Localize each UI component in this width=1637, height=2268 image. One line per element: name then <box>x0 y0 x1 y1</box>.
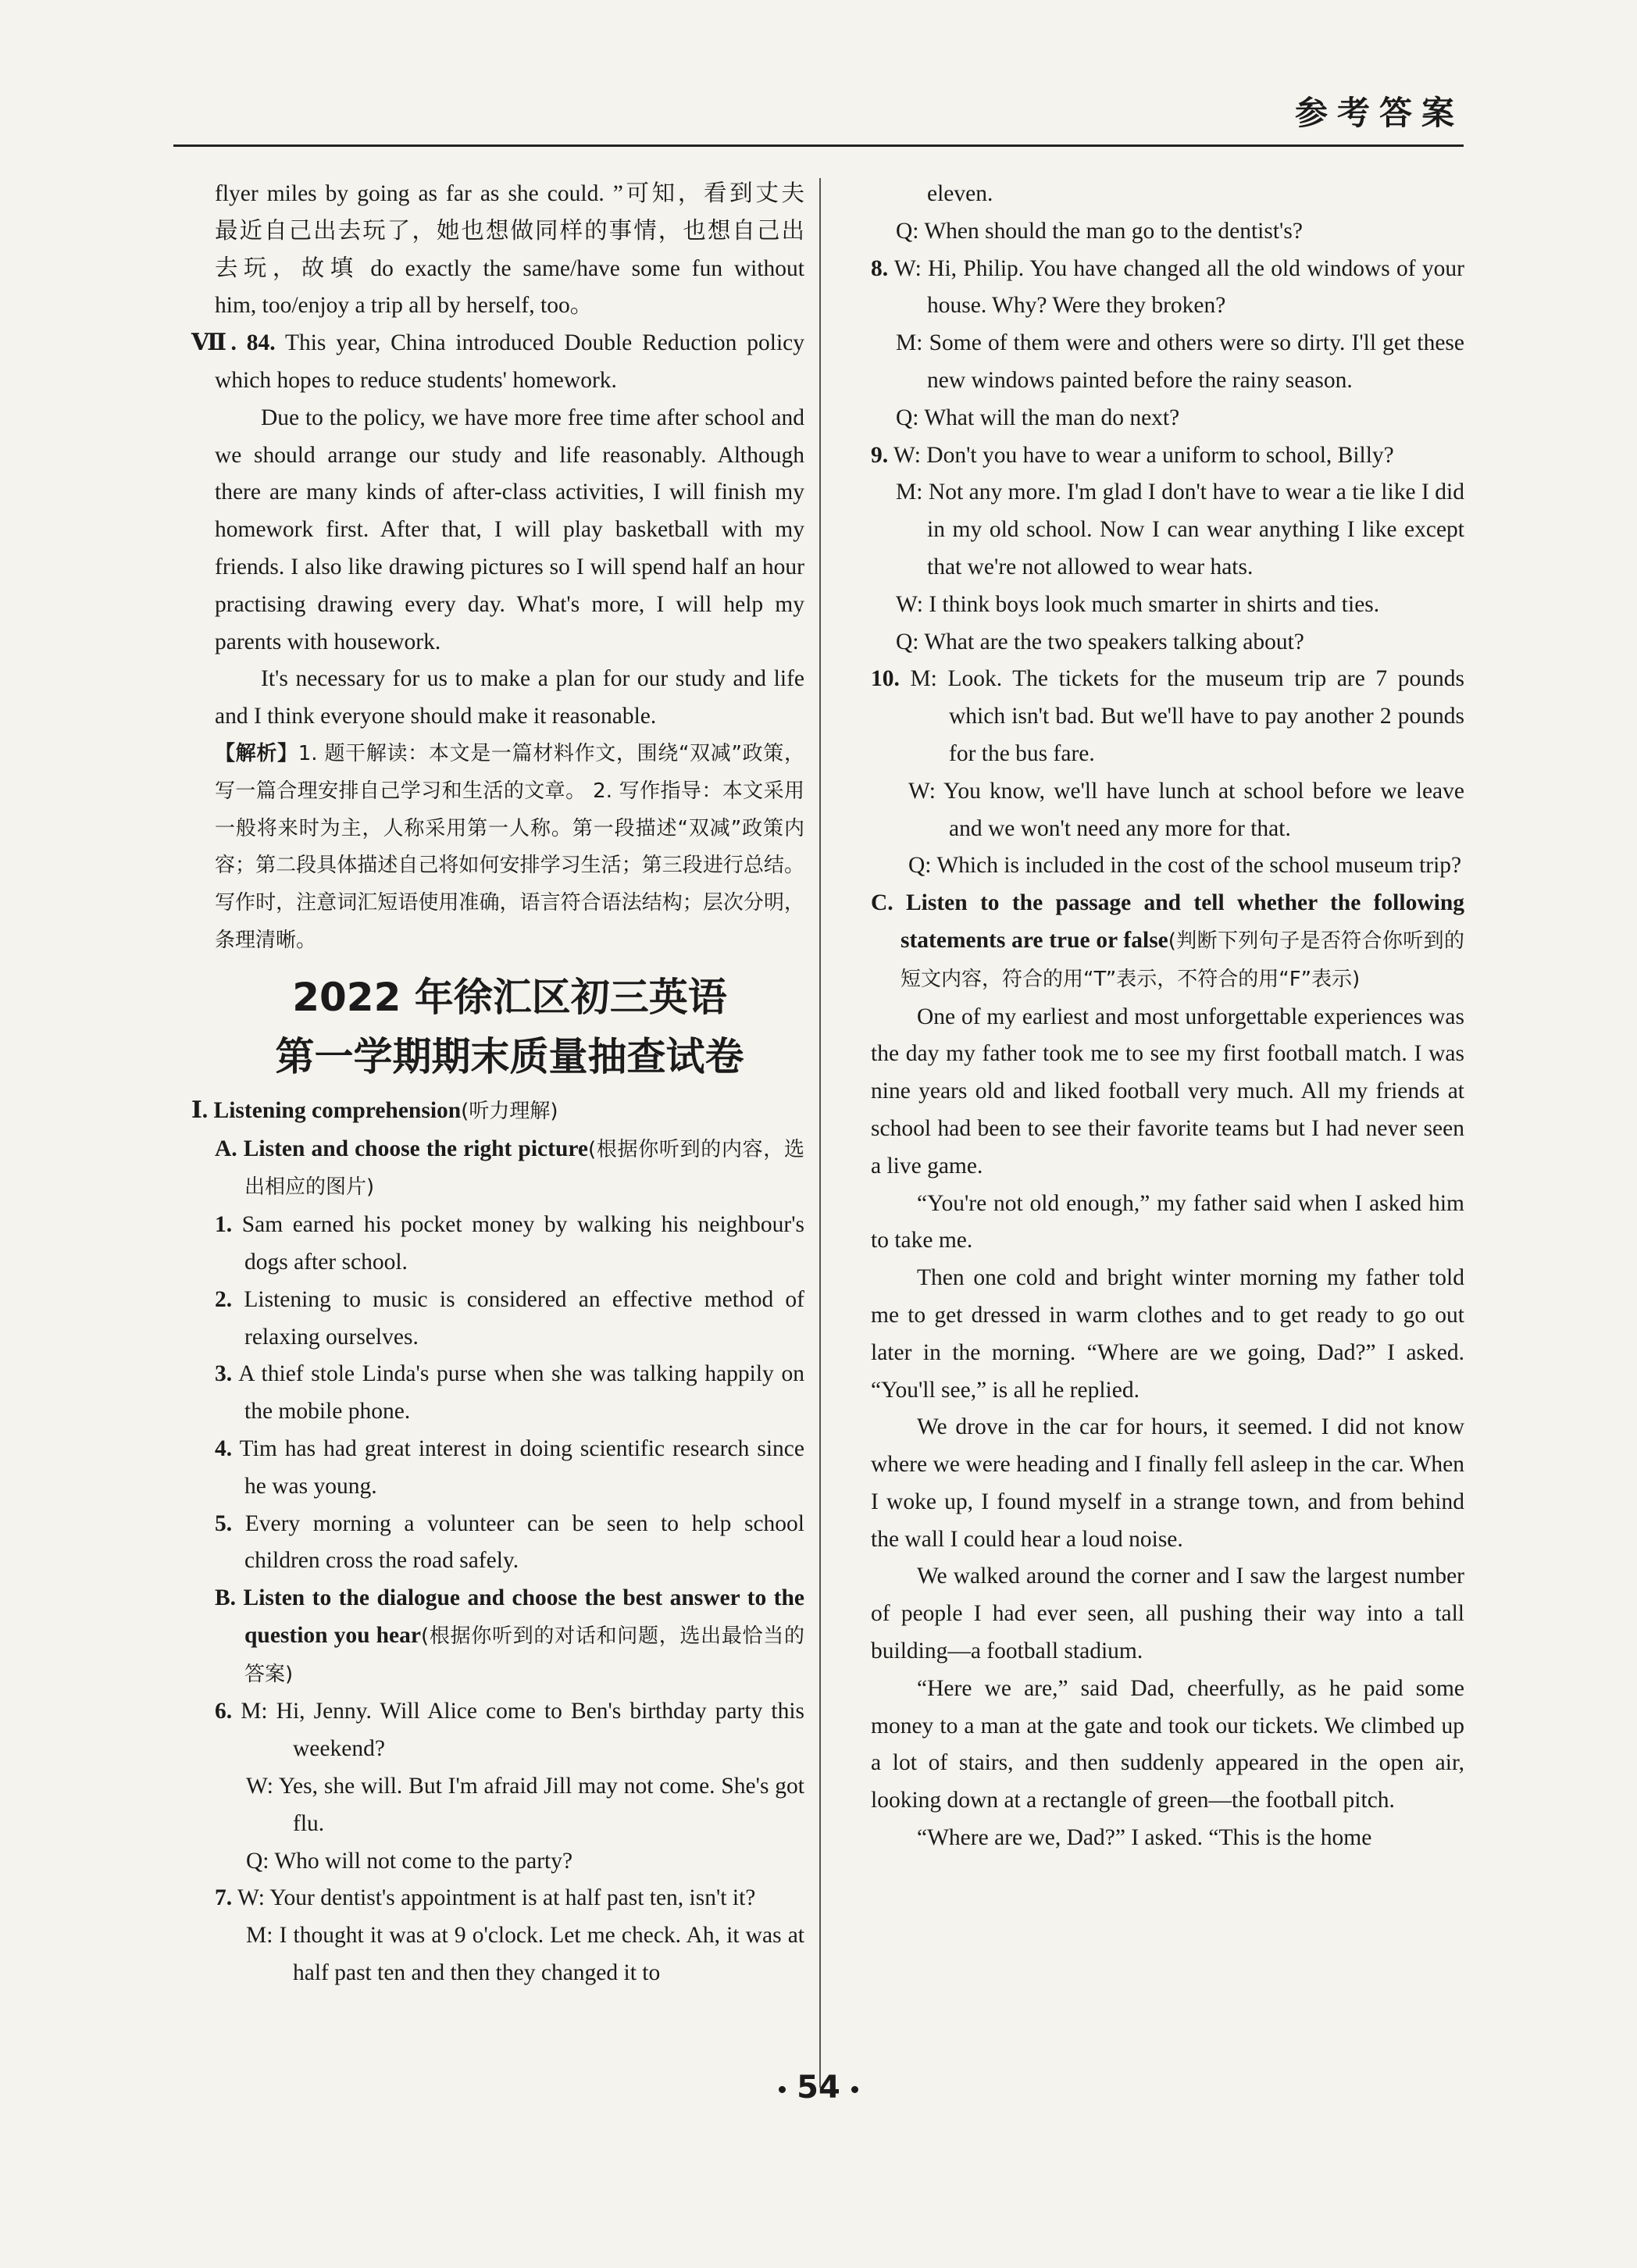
q84-text: which hopes to reduce students' homework. <box>215 367 617 393</box>
part-title: C. Listen to the passage and tell whether the following statements are true or false <box>871 890 1464 953</box>
part-title-cn: (根据你听到的对话和问题，选出最恰当的答案) <box>244 1624 804 1686</box>
list-item <box>215 1506 804 1581</box>
part-heading <box>215 1580 804 1693</box>
bullet-icon <box>779 2086 786 2093</box>
dialogue-line: W: Yes, she will. But I'm afraid Jill may not come. She's got flu. <box>246 1774 804 1836</box>
bullet-icon <box>851 2086 858 2093</box>
passage-paragraph: “You're not old enough,” my father said when I asked him to take me. <box>871 1190 1464 1253</box>
item-number: 4. <box>215 1435 233 1461</box>
dialogue-line: M: Not any more. I'm glad I don't have to wear a tie like I did in my old school. Now I can wear anything I like except that we're not allowed to wear hats. <box>896 480 1464 579</box>
header-title: 参考答案 <box>1294 94 1464 132</box>
dialogue-line: M: Some of them were and others were so dirty. I'll get these new windows painted before the rainy season. <box>896 330 1464 393</box>
list-item <box>215 1207 804 1282</box>
list-item <box>215 1356 804 1431</box>
dialogue-line: Q: What are the two speakers talking about? <box>896 629 1304 654</box>
exam-title-line: 第一学期期末质量抽查试卷 <box>275 1033 744 1079</box>
section-title-cn: (听力理解) <box>461 1099 558 1123</box>
page-number <box>0 2070 1637 2106</box>
dialogue-line: eleven. <box>927 181 993 206</box>
right-column <box>871 176 1464 1857</box>
header-rule <box>173 144 1464 147</box>
section-heading <box>191 1093 804 1131</box>
item-number: 5. <box>215 1510 233 1536</box>
answer-continuation-line: 去玩，故填 do exactly the same/have some fun without <box>215 255 804 281</box>
column-divider <box>819 178 821 2088</box>
part-heading <box>871 885 1464 998</box>
dialogue-text: M: Hi, Jenny. Will Alice come to Ben's birthday party this weekend? <box>241 1699 805 1762</box>
item-number: 2. <box>215 1286 233 1312</box>
dialogue-line <box>871 437 1464 475</box>
essay-paragraph: It's necessary for us to make a plan for our study and life and I think everyone should make it reasonable. <box>215 666 804 729</box>
analysis-text: 1. 题干解读：本文是一篇材料作文，围绕“双减”政策，写一篇合理安排自己学习和生活的文章。 2. 写作指导：本文采用一般将来时为主，人称采用第一人称。第一段描述“双减”政策内容；第二段具体描述自己将如何安排学习生活；第三段进行总结。写作时，注意词汇短语使用准确，语言符合语法结构；层次分明，条理清晰。 <box>215 741 804 952</box>
dialogue-line: Q: Which is included in the cost of the school museum trip? <box>908 853 1462 879</box>
answer-continuation-line: flyer miles by going as far as she could. ”可知，看到丈夫 <box>215 181 804 206</box>
part-heading <box>198 1131 804 1207</box>
section-title: Ⅰ. Listening comprehension <box>191 1097 462 1123</box>
dialogue-text: W: Hi, Philip. You have changed all the old windows of your house. Why? Were they broken? <box>893 255 1464 319</box>
item-text: A thief stole Linda's purse when she was talking happily on the mobile phone. <box>238 1361 804 1425</box>
q84-line <box>191 325 804 362</box>
exam-title <box>215 968 804 1086</box>
part-title-cn: (判断下列句子是否符合你听到的短文内容，符合的用“T”表示，不符合的用“F”表示) <box>901 929 1464 991</box>
passage-paragraph: One of my earliest and most unforgettable experiences was the day my father took me to see my first football match. I was nine years old and liked football very much. All my friends at school had been to see their favorite teams but I had never seen a live game. <box>871 1004 1464 1179</box>
part-title: B. Listen to the dialogue and choose the best answer to the question you hear <box>215 1585 804 1648</box>
passage-paragraph: We drove in the car for hours, it seemed. I did not know where we were heading and I finally fell asleep in the car. When I woke up, I found myself in a strange town, and from behind the wall I could hear a loud noise. <box>871 1414 1464 1552</box>
item-number: 10. <box>871 666 900 692</box>
item-text: Listening to music is considered an effective method of relaxing ourselves. <box>244 1286 804 1350</box>
item-number: 8. <box>871 255 889 281</box>
left-column <box>191 176 805 1992</box>
part-title-cn: (根据你听到的内容，选出相应的图片) <box>244 1137 804 1200</box>
essay-paragraph: Due to the policy, we have more free time after school and we should arrange our study and life reasonably. Although there are many kinds of after-class activities, I will finish my homework first. After that, I will play basketball with my friends. I also like drawing pictures so I will spend half an hour practising drawing every day. What's more, I will help my parents with housework. <box>215 405 804 654</box>
dialogue-line: Q: Who will not come to the party? <box>246 1848 573 1874</box>
passage-paragraph: Then one cold and bright winter morning my father told me to get dressed in warm clothes and to get ready to go out later in the morning. “Where are we going, Dad?” I asked. “You'll see,” is all he replied. <box>871 1265 1464 1403</box>
item-text: Tim has had great interest in doing scientific research since he was young. <box>239 1435 804 1499</box>
item-text: Every morning a volunteer can be seen to help school children cross the road safely. <box>244 1510 805 1574</box>
item-number: 9. <box>871 442 889 468</box>
item-number: 3. <box>215 1361 233 1387</box>
item-number: 6. <box>215 1699 233 1724</box>
q84-text: This year, China introduced Double Reduction policy <box>284 330 804 356</box>
dialogue-line <box>215 1693 804 1768</box>
analysis-block <box>215 736 804 960</box>
dialogue-text: M: Look. The tickets for the museum trip are 7 pounds which isn't bad. But we'll have to pay another 2 pounds for the bus fare. <box>910 666 1464 766</box>
analysis-label: 【解析】 <box>215 741 298 765</box>
answer-continuation-line: him, too/enjoy a trip all by herself, too。 <box>215 293 594 319</box>
dialogue-line <box>871 661 1464 772</box>
exam-title-line: 2022 年徐汇区初三英语 <box>292 974 727 1020</box>
dialogue-line <box>215 1880 804 1917</box>
page-number-text: 54 <box>797 2070 840 2106</box>
dialogue-line: Q: What will the man do next? <box>896 405 1180 430</box>
list-item <box>215 1282 804 1357</box>
dialogue-text: W: Don't you have to wear a uniform to school, Billy? <box>893 442 1394 468</box>
passage-paragraph: “Where are we, Dad?” I asked. “This is the home <box>917 1825 1372 1851</box>
q84-number: Ⅶ. 84. <box>191 330 276 356</box>
dialogue-text: W: Your dentist's appointment is at half past ten, isn't it? <box>237 1885 756 1911</box>
item-number: 1. <box>215 1212 233 1238</box>
dialogue-line: W: I think boys look much smarter in shirts and ties. <box>896 591 1380 617</box>
dialogue-line <box>871 251 1464 326</box>
item-number: 7. <box>215 1885 233 1911</box>
dialogue-line: W: You know, we'll have lunch at school before we leave and we won't need any more for that. <box>908 778 1464 841</box>
passage-paragraph: “Here we are,” said Dad, cheerfully, as he paid some money to a man at the gate and took our tickets. We climbed up a lot of stairs, and then suddenly appeared in the open air, looking down at a rectangle of green—the football pitch. <box>871 1675 1464 1813</box>
passage-paragraph: We walked around the corner and I saw the largest number of people I had ever seen, all pushing their way into a tall building—a football stadium. <box>871 1564 1464 1664</box>
dialogue-line: Q: When should the man go to the dentist's? <box>896 218 1303 244</box>
item-text: Sam earned his pocket money by walking his neighbour's dogs after school. <box>241 1212 805 1275</box>
part-title: A. Listen and choose the right picture <box>215 1136 589 1161</box>
answer-continuation-line: 最近自己出去玩了，她也想做同样的事情，也想自己出 <box>215 218 804 244</box>
dialogue-line: M: I thought it was at 9 o'clock. Let me check. Ah, it was at half past ten and then they changed it to <box>246 1923 804 1986</box>
list-item <box>215 1431 804 1506</box>
